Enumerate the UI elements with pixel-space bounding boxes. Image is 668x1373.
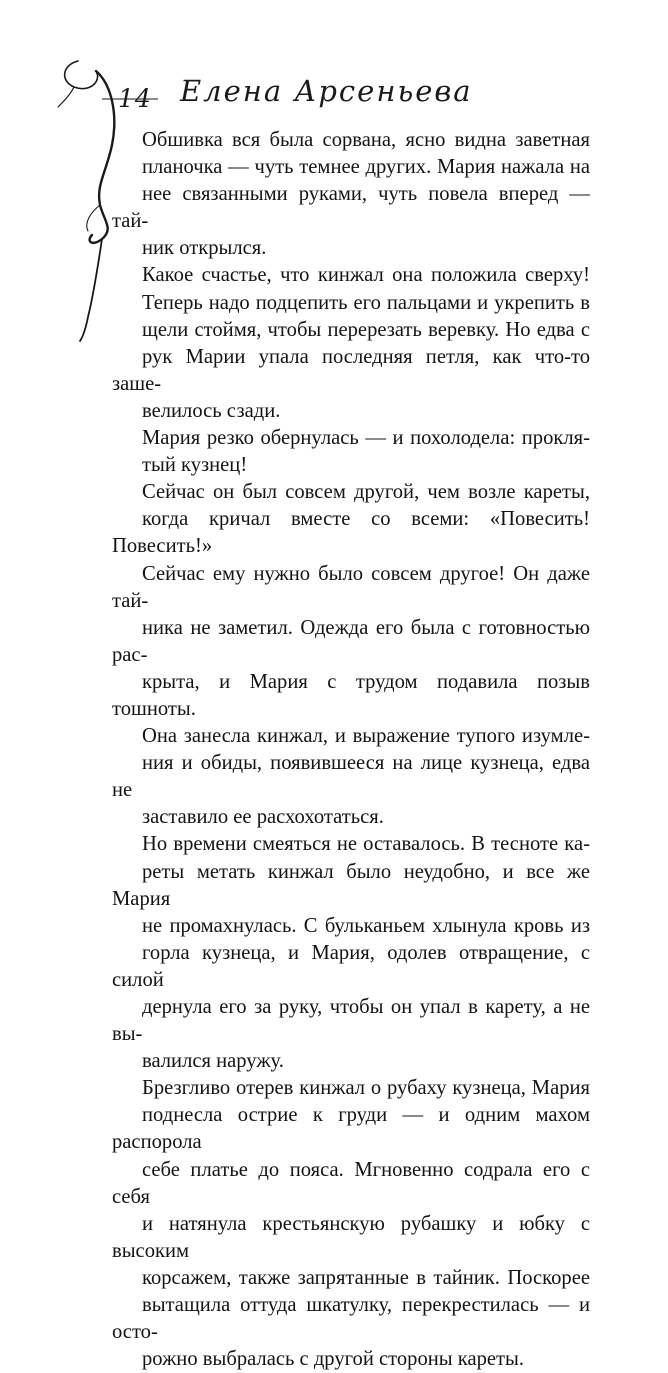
text-line: рук Марии упала последняя петля, как что-то заше- <box>112 345 590 395</box>
text-line: велилось сзади. <box>142 399 281 422</box>
text-line: крыта, и Мария с трудом подавила позыв тошноты. <box>112 670 590 720</box>
text-line: себе платье до пояса. Мгновенно содрала его с себя <box>112 1158 590 1208</box>
text-line: вытащила оттуда шкатулку, перекрестилась — и осто- <box>112 1294 590 1344</box>
text-line: заставило ее расхохотаться. <box>142 806 384 829</box>
author-name: Елена Арсеньева <box>180 74 473 108</box>
text-line: Сейчас он был совсем другой, чем возле кареты, <box>142 481 590 504</box>
paragraph <box>112 831 590 1075</box>
text-line: дернула его за руку, чтобы он упал в карету, а не вы- <box>112 996 590 1046</box>
text-line: не промахнулась. С бульканьем хлынула кровь из <box>142 914 590 937</box>
paragraph <box>112 723 590 831</box>
text-line: валился наружу. <box>142 1050 284 1073</box>
text-line: рожно выбралась с другой стороны кареты. <box>142 1348 525 1371</box>
page-number: 14 <box>118 84 152 113</box>
text-line: тый кузнец! <box>142 454 248 477</box>
text-line: когда кричал вместе со всеми: «Повесить! Повесить!» <box>112 508 590 558</box>
text-line: ника не заметил. Одежда его была с готовностью рас- <box>112 616 590 666</box>
paragraph <box>112 425 590 479</box>
text-line: ник открылся. <box>142 237 267 260</box>
paragraph <box>112 1075 590 1373</box>
text-line: Какое счастье, что кинжал она положила сверху! <box>142 264 590 287</box>
paragraph <box>112 479 590 723</box>
paragraph <box>112 127 590 262</box>
body-text <box>112 127 590 1373</box>
text-line: и натянула крестьянскую рубашку и юбку с высоким <box>112 1212 590 1262</box>
text-line: поднесла острие к груди — и одним махом распорола <box>112 1104 590 1154</box>
text-line: щели стоймя, чтобы перерезать веревку. Но едва с <box>142 318 590 341</box>
text-line: Брезгливо отерев кинжал о рубаху кузнеца, Мария <box>142 1077 590 1100</box>
text-line: ния и обиды, появившееся на лице кузнеца, едва не <box>112 752 590 802</box>
text-line: корсажем, также запрятанные в тайник. Поскорее <box>142 1266 590 1289</box>
text-line: Сейчас ему нужно было совсем другое! Он даже тай- <box>112 562 590 612</box>
text-line: планочка — чуть темнее других. Мария нажала на <box>142 156 590 179</box>
running-header <box>110 66 580 116</box>
text-line: реты метать кинжал было неудобно, и все же Мария <box>112 860 590 910</box>
text-line: Обшивка вся была сорвана, ясно видна заветная <box>142 129 590 151</box>
text-line: Она занесла кинжал, и выражение тупого изумле- <box>142 725 590 748</box>
text-line: Мария резко обернулась — и похолодела: прокля- <box>142 427 590 450</box>
text-line: Но времени смеяться не оставалось. В тесноте ка- <box>142 833 590 856</box>
paragraph <box>112 262 590 425</box>
text-line: Теперь надо подцепить его пальцами и укрепить в <box>142 291 590 314</box>
text-line: нее связанными руками, чуть повела вперед — тай- <box>112 183 590 233</box>
text-line: горла кузнеца, и Мария, одолев отвращение, с силой <box>112 941 590 991</box>
